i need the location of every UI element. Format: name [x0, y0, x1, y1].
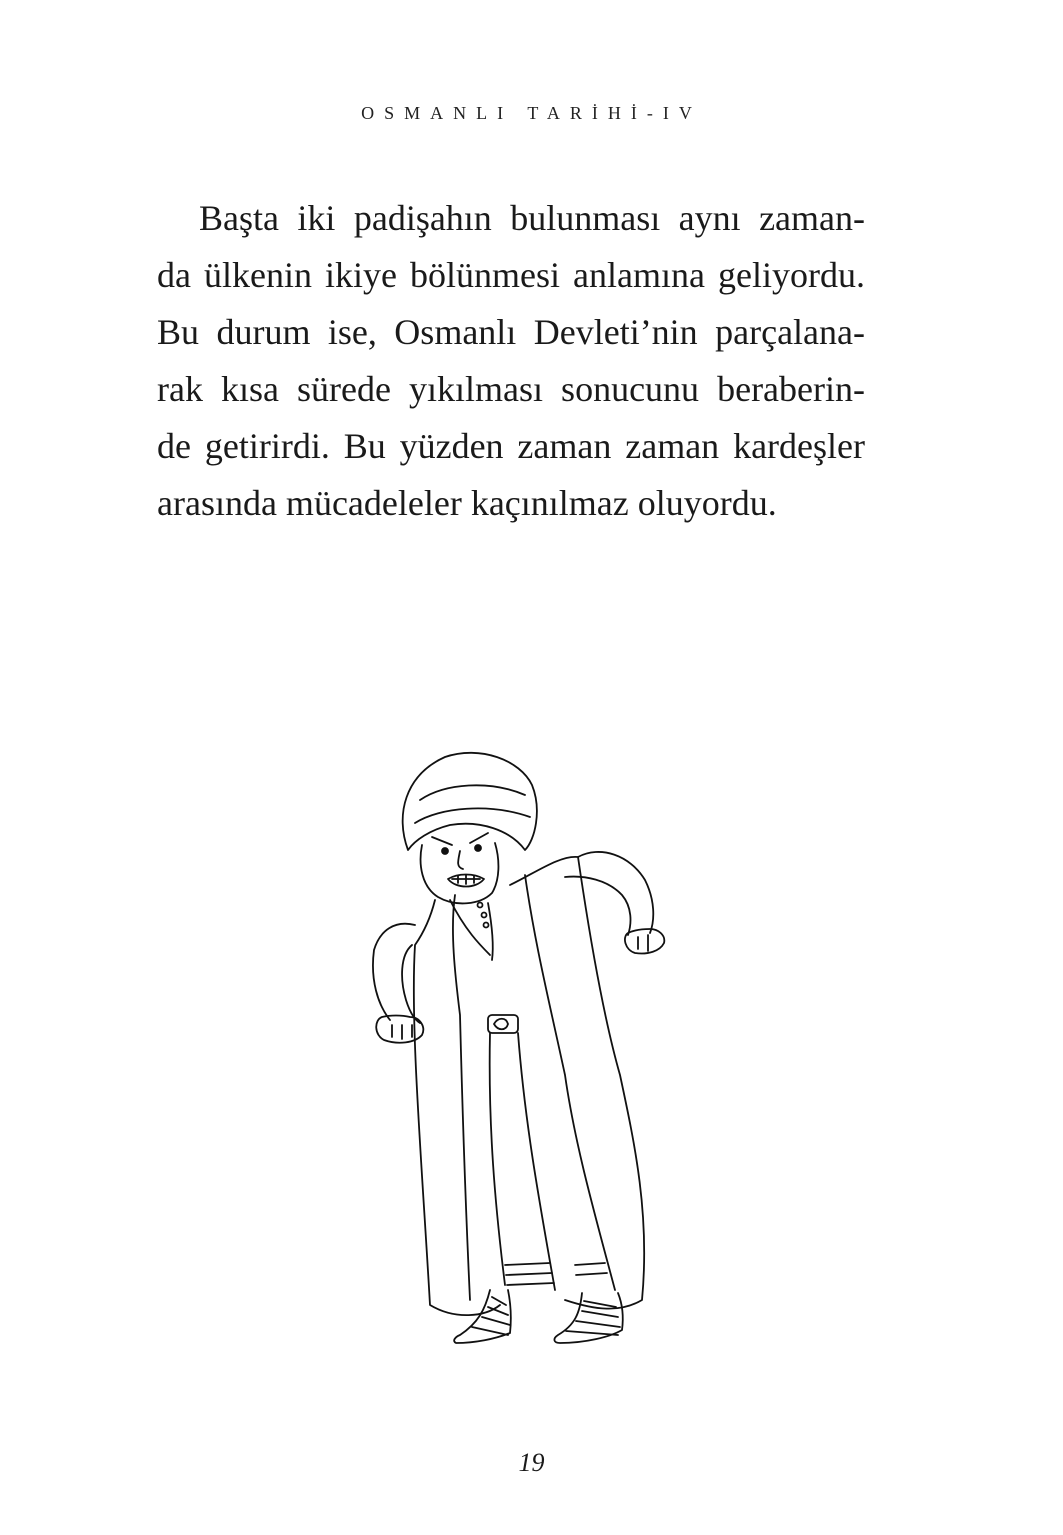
right-fist — [625, 929, 664, 954]
paragraph-line: Bu durum ise, Osmanlı Devleti’nin parçalana- — [157, 312, 865, 352]
angry-ottoman-prince-drawing-icon — [360, 745, 700, 1345]
running-header: OSMANLI TARİHİ-IV — [361, 103, 702, 123]
belt — [488, 1015, 518, 1033]
right-arm — [578, 852, 653, 933]
paragraph-line: Başta iki padişahın bulunması aynı zaman- — [199, 198, 865, 238]
paragraph-line: rak kısa sürede yıkılması sonucunu beraberin- — [157, 369, 865, 409]
paragraph-line: arasında mücadeleler kaçınılmaz oluyordu. — [157, 483, 777, 523]
coat — [414, 900, 500, 1315]
turban — [403, 753, 537, 850]
body-paragraph — [157, 190, 865, 532]
page-number: 19 — [518, 1448, 545, 1477]
paragraph-line: de getirirdi. Bu yüzden zaman zaman kardeşler — [157, 426, 865, 466]
paragraph-line: da ülkenin ikiye bölünmesi anlamına geliyordu. — [157, 255, 865, 295]
